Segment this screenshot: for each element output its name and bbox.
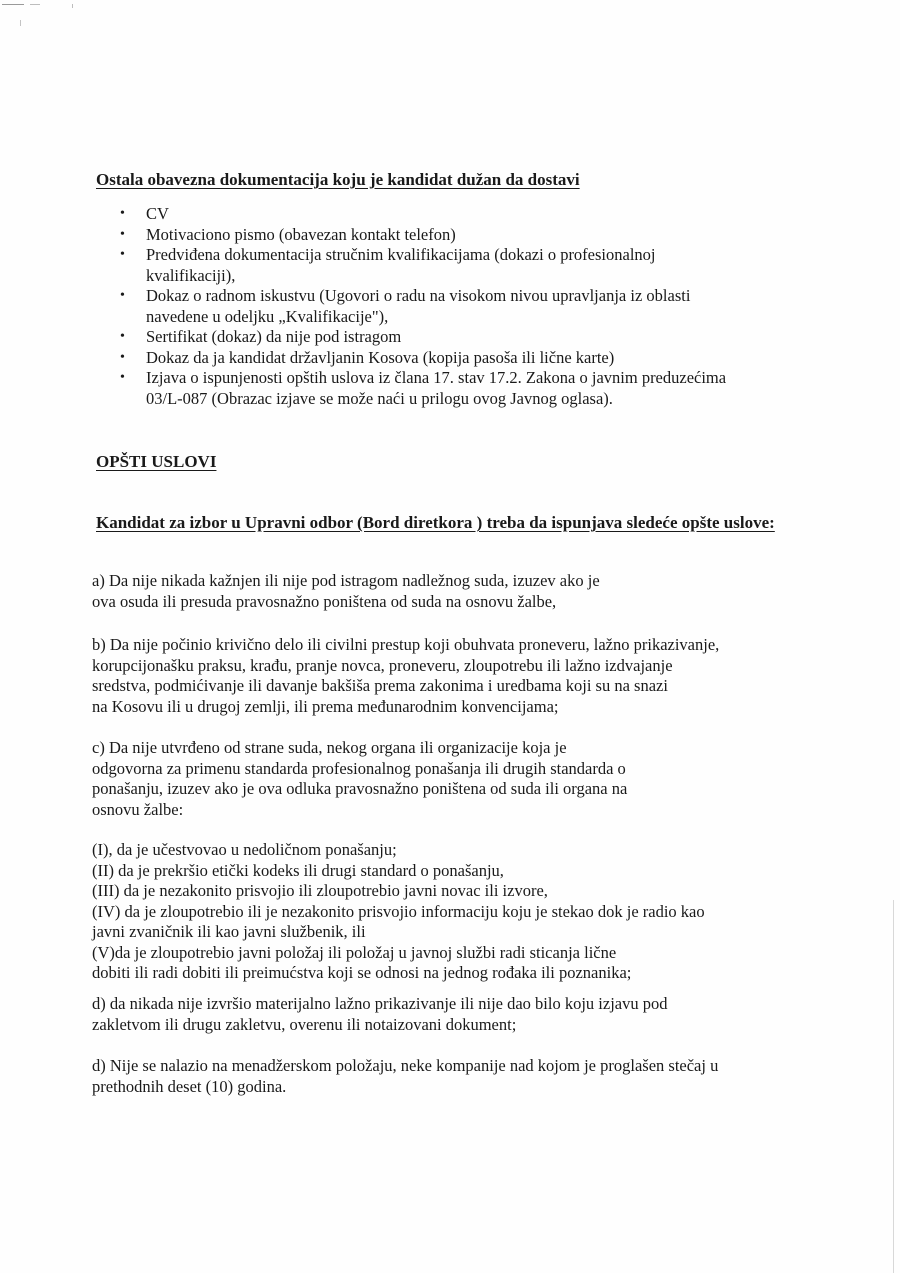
documentation-item — [118, 348, 758, 369]
scan-artifact — [20, 20, 21, 26]
documentation-item-text: Dokaz da ja kandidat državljanin Kosova (kopija pasoša ili lične karte) — [146, 347, 615, 367]
paragraph-line: javni zvaničnik ili kao javni službenik, ili — [92, 922, 366, 941]
condition-d-first — [92, 994, 668, 1035]
paragraph-line: (IV) da je zloupotrebio ili je nezakonito prisvojio informaciju koju je stekao dok je radio kao — [92, 901, 705, 921]
paragraph-line: d) Nije se nalazio na menadžerskom položaju, neke kompanije nad kojom je proglašen stečaj u — [92, 1056, 719, 1075]
documentation-item — [118, 225, 758, 246]
paragraph-line: d) da nikada nije izvršio materijalno lažno prikazivanje ili nije dao bilo koju izjavu pod — [92, 994, 668, 1013]
documentation-item-text: Predviđena dokumentacija stručnim kvalifikacijama (dokazi o profesionalnoj — [146, 245, 656, 264]
general-conditions-heading: OPŠTI USLOVI — [96, 452, 217, 471]
paragraph-line: (I), da je učestvovao u nedoličnom ponašanju; — [92, 840, 397, 859]
documentation-list — [118, 204, 758, 409]
paragraph-line: ova osuda ili presuda pravosnažno poništena od suda na osnovu žalbe, — [92, 591, 557, 611]
paragraph-line: a) Da nije nikada kažnjen ili nije pod istragom nadležnog suda, izuzev ako je — [92, 571, 600, 590]
bullet-icon: • — [120, 226, 125, 242]
paragraph-line: zakletvom ili drugu zakletvu, overenu ili notaizovani dokument; — [92, 1014, 517, 1034]
bullet-icon: • — [120, 329, 125, 344]
paragraph-line: dobiti ili radi dobiti ili preimućstva koji se odnosi na jednog rođaka ili poznanika; — [92, 963, 632, 982]
bullet-icon: • — [120, 288, 125, 303]
documentation-item-text: Sertifikat (dokaz) da nije pod istragom — [146, 327, 402, 346]
paragraph-line: na Kosovu ili u drugoj zemlji, ili prema međunarodnim konvencijama; — [92, 696, 559, 716]
documentation-heading: Ostala obavezna dokumentacija koju je kandidat dužan da dostavi — [96, 170, 580, 189]
scan-edge-line — [893, 900, 894, 1273]
scan-artifact — [72, 4, 73, 8]
paragraph-line: b) Da nije počinio krivično delo ili civilni prestup koji obuhvata proneveru, lažno prikazivanje, — [92, 635, 720, 654]
paragraph-line: osnovu žalbe: — [92, 799, 184, 819]
condition-b — [92, 635, 719, 717]
documentation-item-text: navedene u odeljku „Kvalifikacije"), — [146, 306, 389, 326]
documentation-item-text: 03/L-087 (Obrazac izjave se može naći u prilogu ovog Javnog oglasa). — [146, 388, 613, 408]
documentation-item-text: Izjava o ispunjenosti opštih uslova iz člana 17. stav 17.2. Zakona o javnim preduzećima — [146, 368, 727, 387]
condition-c-subitems — [92, 840, 705, 984]
paragraph-line: prethodnih deset (10) godina. — [92, 1076, 287, 1096]
candidate-conditions-subheading: Kandidat za izbor u Upravni odbor (Bord diretkora ) treba da ispunjava sledeće opšte uslove: — [96, 513, 775, 532]
documentation-item — [118, 245, 758, 286]
documentation-item-text: CV — [146, 204, 169, 223]
documentation-item — [118, 327, 758, 348]
paragraph-line: sredstva, podmićivanje ili davanje bakšiša prema zakonima i uredbama koji su na snazi — [92, 676, 668, 695]
documentation-item — [118, 368, 758, 409]
bullet-icon: • — [120, 247, 125, 262]
condition-c — [92, 738, 627, 820]
paragraph-line: ponašanju, izuzev ako je ova odluka pravosnažno poništena od suda ili organa na — [92, 779, 628, 798]
paragraph-line: (V)da je zloupotrebio javni položaj ili položaj u javnoj službi radi sticanja lične — [92, 942, 617, 962]
documentation-item-text: Motivaciono pismo (obavezan kontakt telefon) — [146, 224, 456, 244]
bullet-icon: • — [120, 206, 125, 221]
paragraph-line: (II) da je prekršio etički kodeks ili drugi standard o ponašanju, — [92, 860, 504, 880]
documentation-item — [118, 286, 758, 327]
paragraph-line: korupcijonašku praksu, krađu, pranje novca, proneveru, zloupotrebu ili lažno izdvajanje — [92, 655, 673, 675]
scan-artifact — [30, 4, 40, 5]
condition-a — [92, 571, 600, 612]
condition-d-second — [92, 1056, 718, 1097]
documentation-item-text: kvalifikaciji), — [146, 265, 236, 285]
paragraph-line: odgovorna za primenu standarda profesionalnog ponašanja ili drugih standarda o — [92, 758, 626, 778]
bullet-icon: • — [120, 349, 125, 365]
documentation-item — [118, 204, 758, 225]
scan-artifact — [2, 4, 24, 5]
documentation-item-text: Dokaz o radnom iskustvu (Ugovori o radu na visokom nivou upravljanja iz oblasti — [146, 286, 691, 305]
paragraph-line: (III) da je nezakonito prisvojio ili zloupotrebio javni novac ili izvore, — [92, 881, 548, 900]
bullet-icon: • — [120, 370, 125, 385]
paragraph-line: c) Da nije utvrđeno od strane suda, nekog organa ili organizacije koja je — [92, 738, 567, 757]
